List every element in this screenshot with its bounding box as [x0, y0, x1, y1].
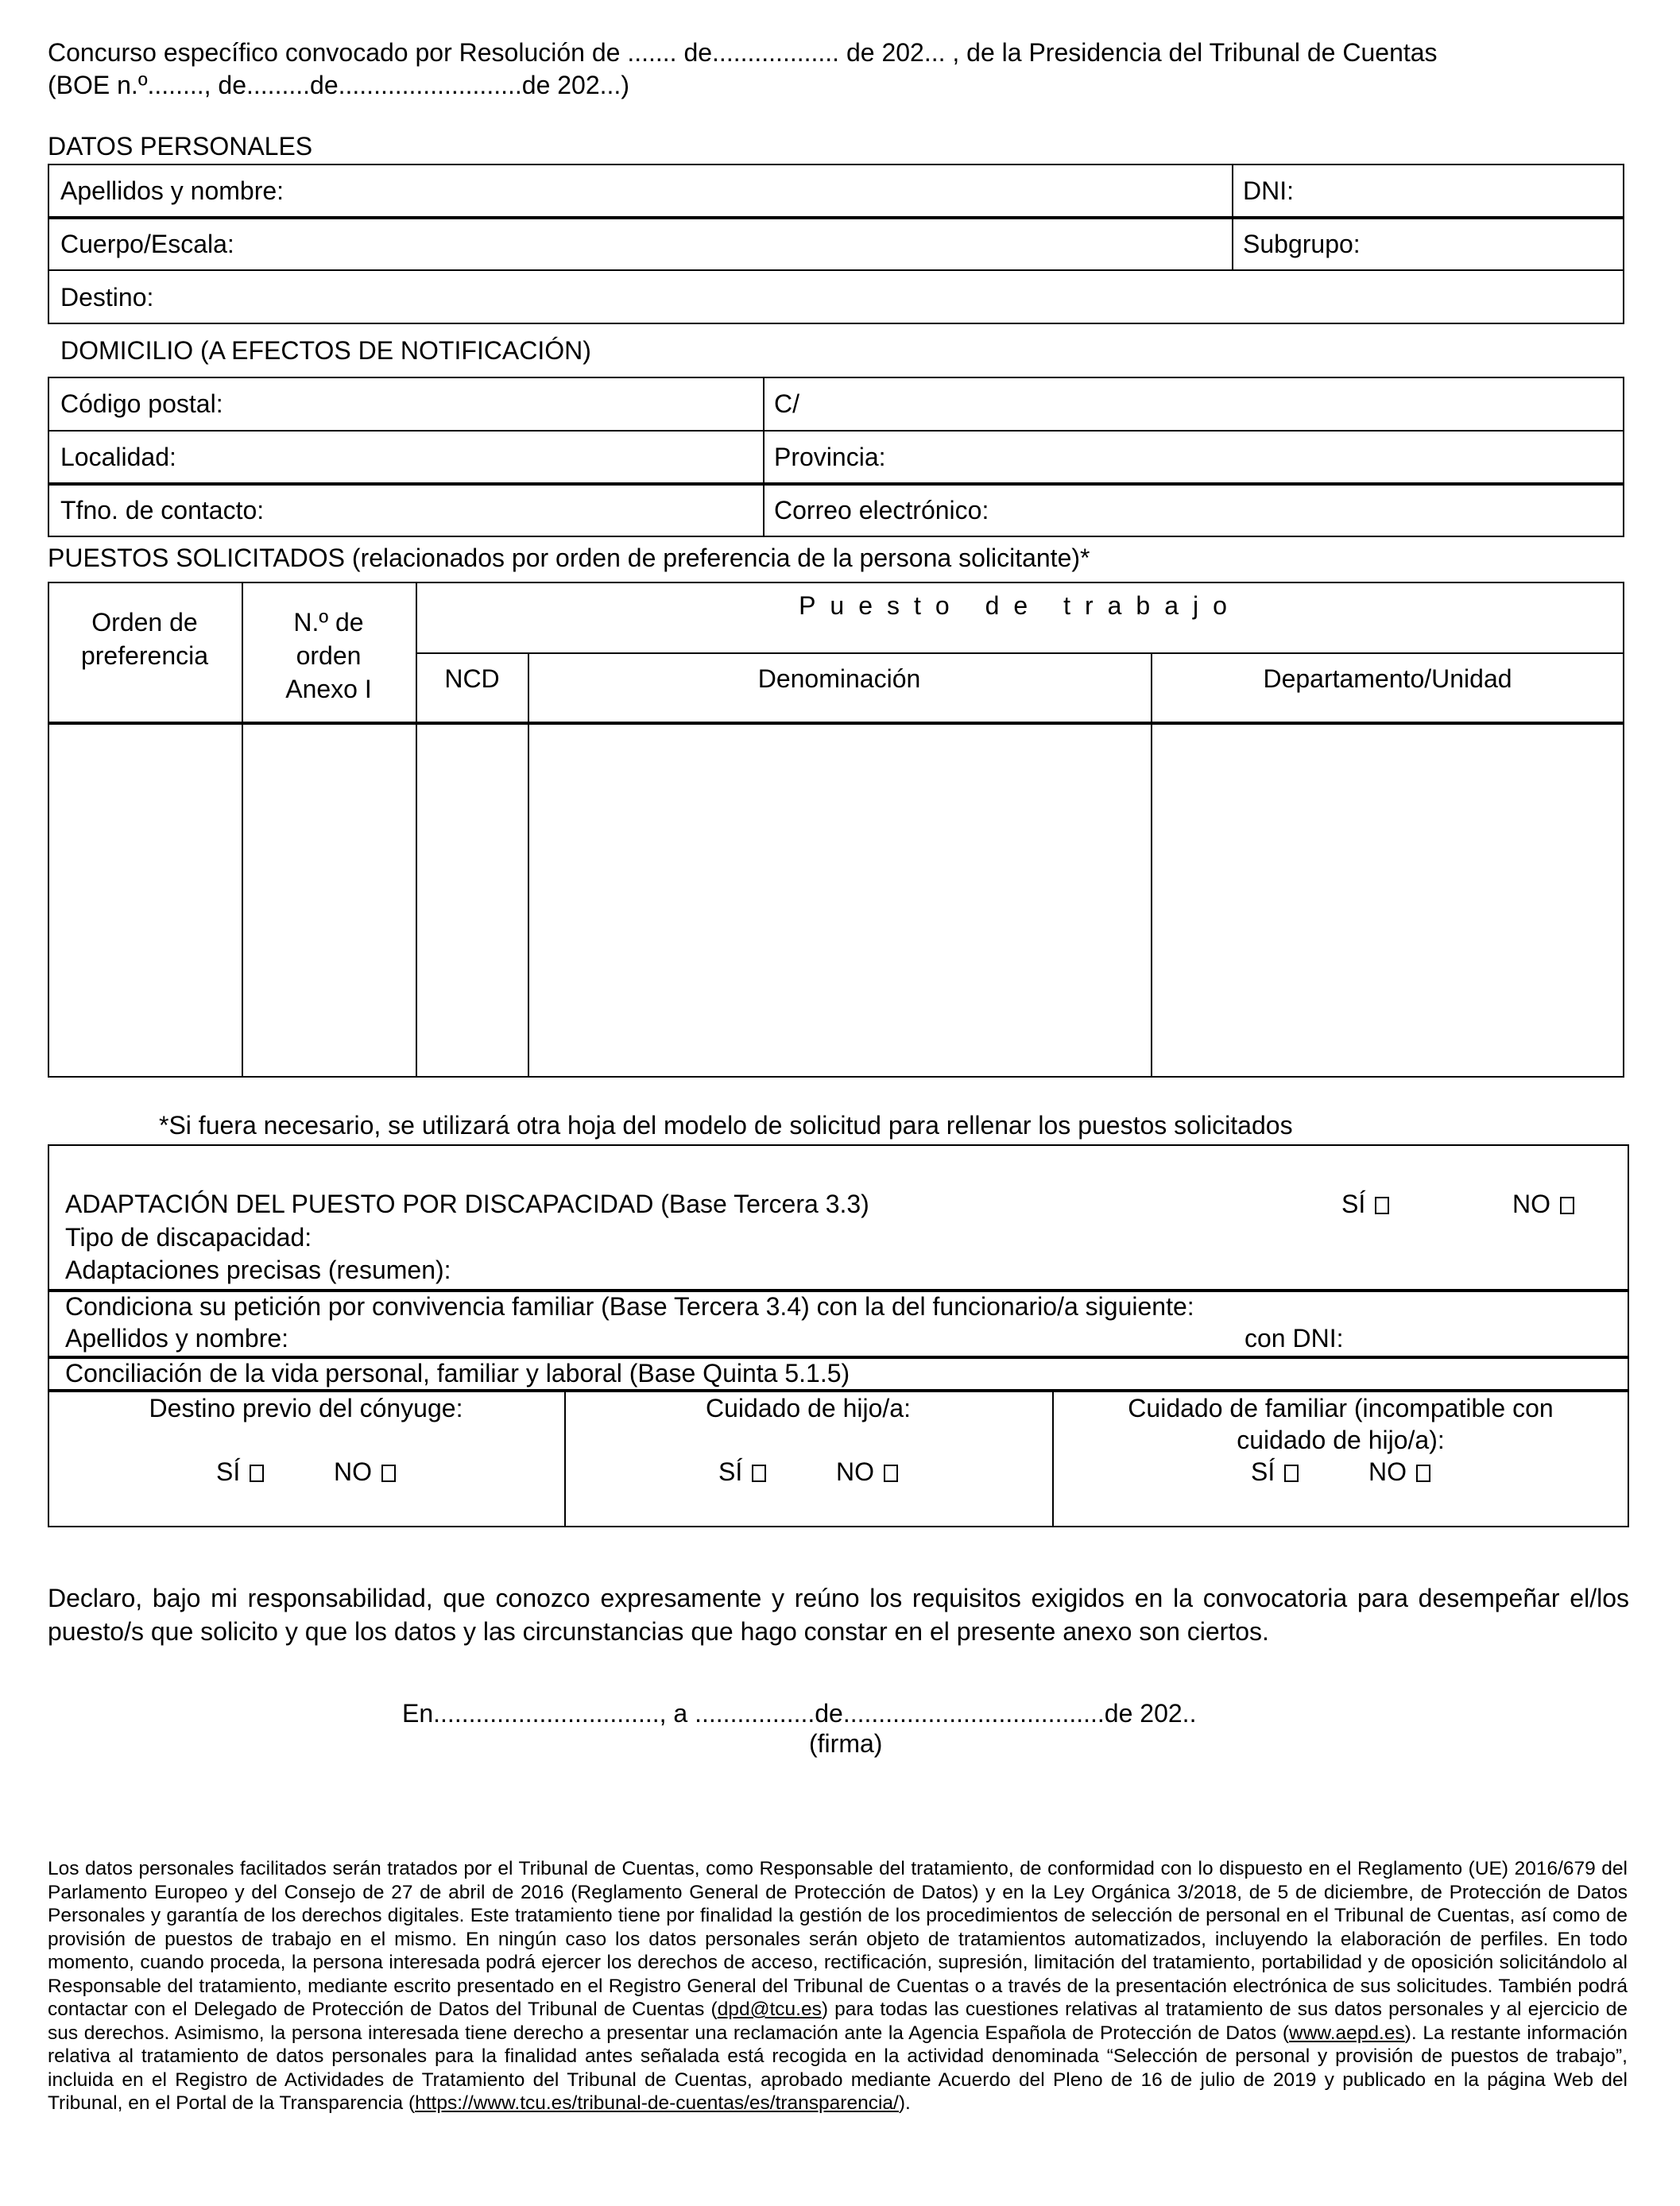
field-label-email[interactable]: Correo electrónico: [774, 496, 989, 524]
header-departamento: Departamento/Unidad [1263, 664, 1512, 693]
aepd-link[interactable]: www.aepd.es [1289, 2022, 1405, 2044]
signature-label: (firma) [809, 1729, 883, 1758]
option-label [48, 1424, 564, 1456]
header-text: N.º de [293, 608, 364, 637]
section-title-domicilio: DOMICILIO (A EFECTOS DE NOTIFICACIÓN) [60, 336, 591, 365]
no-label: NO [334, 1457, 372, 1486]
legal-text: ). [898, 2092, 911, 2114]
header-num-orden [242, 606, 416, 706]
no-label: NO [1368, 1457, 1407, 1486]
legal-text: Los datos personales facilitados serán tratados por el Tribunal de Cuentas, como Responsable del tratamiento, de conformidad con lo dispuesto en el Reglamento (UE) 2016/679 del Parlamento Europeo y del Consejo de 27 de abril de 2016 (Reglamento General de Protección de Datos) y en la Ley Orgánica 3/2018, de 5 de diciembre, de Protección de Datos Personales y garantía de los derechos digitales. Este tratamiento tiene por finalidad la gestión de los procedimientos de selección de personal en el Tribunal de Cuentas, así como de provisión de puestos de trabajo en el mismo. En ningún caso los datos personales serán objeto de tratamientos automatizados, incluyendo la elaboración de perfiles. En todo momento, cuando proceda, la persona interesada podrá ejercer los derechos de acceso, rectificación, supresión, limitación del tratamiento, portabilidad y de oposición solicitándolo al Responsable del tratamiento, mediante escrito presentado en el Registro General del Tribunal de Cuentas o a través de la presentación electrónica de sus solicitudes. También podrá contactar con el Delegado de Protección de Datos del Tribunal de Cuentas ( [48, 1858, 1628, 2020]
convivencia-text: Condiciona su petición por convivencia familiar (Base Tercera 3.4) con la del funcionario/a siguiente: [65, 1292, 1194, 1321]
yes-no-group [564, 1456, 1052, 1488]
field-label-subgrupo[interactable]: Subgrupo: [1243, 230, 1361, 258]
field-label-adaptaciones[interactable]: Adaptaciones precisas (resumen): [65, 1256, 451, 1284]
header-text: Orden de [91, 608, 198, 637]
header-text: orden [296, 641, 362, 670]
conciliacion-option-hijo [564, 1392, 1052, 1488]
checkbox-icon[interactable] [1375, 1197, 1389, 1214]
legal-text: ) para todas las cuestiones relativas al tratamiento de sus datos personales y al ejercicio de sus derechos. Asimismo, la persona interesada tiene derecho a presentar una reclamación ante la Agencia Española de Protección de Datos ( [48, 1999, 1628, 2044]
declaration-text: Declaro, bajo mi responsabilidad, que conozco expresamente y reúno los requisitos exigidos en la convocatoria para desempeñar el/los puesto/s que solicito y que los datos y las circunstancias que hago constar en el presente anexo son ciertos. [48, 1584, 1629, 1646]
yes-label: SÍ [215, 1457, 241, 1486]
conciliacion-option-familiar [1052, 1392, 1629, 1488]
yes-label: SÍ [718, 1457, 743, 1486]
divider [416, 652, 1624, 654]
conciliacion-title: Conciliación de la vida personal, familiar y laboral (Base Quinta 5.1.5) [65, 1359, 850, 1387]
divider [48, 269, 1624, 271]
checkbox-icon[interactable] [1416, 1465, 1430, 1482]
place-date-line[interactable]: En................................, a .................de.....................................de 202.. [402, 1699, 1197, 1728]
field-label-dni[interactable]: DNI: [1243, 176, 1294, 205]
header-orden-preferencia [48, 606, 242, 672]
section-title-datos-personales: DATOS PERSONALES [48, 132, 313, 161]
field-label-convivencia-dni[interactable]: con DNI: [1245, 1324, 1344, 1353]
checkbox-icon[interactable] [381, 1465, 396, 1482]
no-label: NO [1512, 1190, 1550, 1218]
yes-label: SÍ [1341, 1190, 1366, 1218]
positions-entry-area[interactable] [49, 725, 1623, 1076]
checkbox-icon[interactable] [884, 1465, 898, 1482]
checkbox-icon[interactable] [752, 1465, 766, 1482]
dpd-email-link[interactable]: dpd@tcu.es [717, 1999, 822, 2020]
option-label: Cuidado de hijo/a: [706, 1394, 911, 1422]
field-label-localidad[interactable]: Localidad: [60, 443, 176, 471]
header-text: preferencia [80, 641, 209, 670]
divider [48, 216, 1624, 219]
divider [763, 377, 765, 537]
legal-text: ). La restante información relativa al tratamiento de datos personales para la finalidad antes señalada está recogida en la actividad denominada “Selección de personal y provisión de puestos de trabajo”, incluida en el Registro de Actividades de Tratamiento del Tribunal de Cuentas, aprobado mediante Acuerdo del Pleno de 16 de julio de 2019 y publicado en la página Web del Tribunal, en el Portal de la Transparencia ( [48, 2022, 1628, 2114]
convocatoria-line-2: (BOE n.º........, de.........de..........................de 202...) [48, 71, 629, 99]
field-label-cuerpo[interactable]: Cuerpo/Escala: [60, 230, 234, 258]
field-label-provincia[interactable]: Provincia: [774, 443, 886, 471]
transparency-link[interactable]: https://www.tcu.es/tribunal-de-cuentas/es/transparencia/ [415, 2092, 899, 2114]
field-label-codigo-postal[interactable]: Código postal: [60, 389, 223, 418]
header-denominacion: Denominación [757, 664, 921, 693]
checkbox-icon[interactable] [250, 1465, 264, 1482]
no-label: NO [836, 1457, 874, 1486]
option-label: Destino previo del cónyuge: [149, 1394, 463, 1422]
field-label-destino[interactable]: Destino: [60, 283, 154, 312]
header-ncd: NCD [444, 664, 500, 693]
field-label-name[interactable]: Apellidos y nombre: [60, 176, 285, 205]
discapacidad-no-option[interactable] [1512, 1191, 1574, 1217]
option-label: Cuidado de familiar (incompatible con [1128, 1394, 1554, 1422]
field-label-convivencia-name[interactable]: Apellidos y nombre: [65, 1324, 289, 1353]
option-label: cuidado de hijo/a): [1237, 1426, 1445, 1454]
yes-no-group [48, 1456, 564, 1488]
checkbox-icon[interactable] [1284, 1465, 1299, 1482]
field-label-calle[interactable]: C/ [774, 389, 799, 418]
field-label-tipo-discapacidad[interactable]: Tipo de discapacidad: [65, 1223, 312, 1252]
divider [1232, 164, 1233, 270]
header-puesto-trabajo: Puesto de trabajo [799, 591, 1241, 620]
section-title-puestos: PUESTOS SOLICITADOS (relacionados por orden de preferencia de la persona solicitante)* [48, 544, 1090, 572]
option-label [564, 1424, 1052, 1456]
discapacidad-title: ADAPTACIÓN DEL PUESTO POR DISCAPACIDAD (Base Tercera 3.3) [65, 1190, 869, 1218]
divider [48, 430, 1624, 432]
data-protection-notice [48, 1857, 1628, 2115]
discapacidad-yes-option[interactable] [1341, 1191, 1389, 1217]
header-text: Anexo I [285, 675, 372, 703]
yes-label: SÍ [1250, 1457, 1275, 1486]
positions-footnote: *Si fuera necesario, se utilizará otra hoja del modelo de solicitud para rellenar los puestos solicitados [159, 1111, 1293, 1140]
convocatoria-line-1: Concurso específico convocado por Resolución de ....... de.................. de 202... , de la Presidencia del Tribunal de Cuentas [48, 38, 1438, 67]
field-label-telefono[interactable]: Tfno. de contacto: [60, 496, 265, 524]
personal-data-table [48, 164, 1624, 324]
checkbox-icon[interactable] [1560, 1197, 1574, 1214]
conciliacion-option-conyuge [48, 1392, 564, 1488]
yes-no-group [1052, 1456, 1629, 1488]
divider [48, 482, 1624, 486]
